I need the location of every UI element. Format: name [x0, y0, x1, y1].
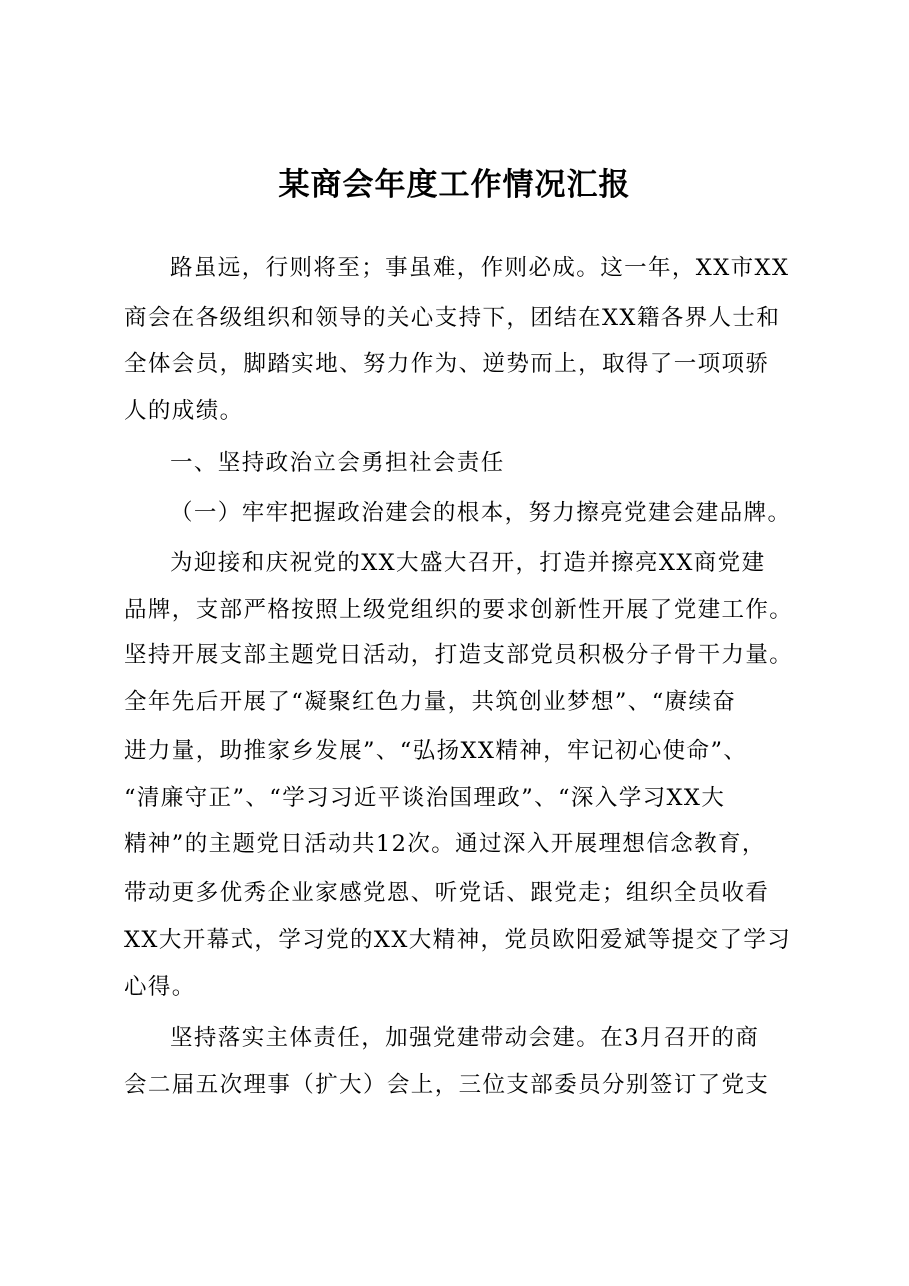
- paragraph-line: 精神”的主题党日活动共12次。通过深入开展理想信念教育，: [124, 831, 766, 857]
- paragraph-line: 为迎接和庆祝党的XX大盛大召开，打造并擦亮XX商党建: [170, 550, 766, 576]
- paragraph-line: 全年先后开展了“凝聚红色力量，共筑创业梦想”、“赓续奋: [124, 689, 737, 715]
- paragraph-line: 坚持开展支部主题党日活动，打造支部党员积极分子骨干力量。: [124, 642, 794, 668]
- paragraph-line: 会二届五次理事（扩大）会上，三位支部委员分别签订了党支: [124, 1072, 770, 1098]
- paragraph-line: XX大开幕式，学习党的XX大精神，党员欧阳爱斌等提交了学习: [124, 927, 792, 953]
- paragraph-line: 人的成绩。: [124, 398, 244, 424]
- document-title: 某商会年度工作情况汇报: [278, 167, 631, 203]
- paragraph-line: 路虽远，行则将至；事虽难，作则必成。这一年，XX市XX: [170, 255, 790, 281]
- paragraph-line: 品牌，支部严格按照上级党组织的要求创新性开展了党建工作。: [124, 597, 794, 623]
- paragraph-line: 商会在各级组织和领导的关心支持下，团结在XX籍各界人士和: [124, 305, 781, 331]
- section-heading: 一、坚持政治立会勇担社会责任: [170, 450, 505, 476]
- paragraph-line: 带动更多优秀企业家感党恩、听党话、跟党走；组织全员收看: [124, 880, 770, 906]
- paragraph-line: 进力量，助推家乡发展”、“弘扬XX精神，牢记初心使命”、: [124, 738, 748, 764]
- paragraph-line: “清廉守正”、“学习习近平谈治国理政”、“深入学习XX大: [124, 785, 726, 811]
- paragraph-line: 坚持落实主体责任，加强党建带动会建。在3月召开的商: [170, 1025, 760, 1051]
- paragraph-line: 全体会员，脚踏实地、努力作为、逆势而上，取得了一项项骄: [124, 351, 770, 377]
- subsection-heading: （一）牢牢把握政治建会的根本，努力擦亮党建会建品牌。: [170, 500, 792, 526]
- paragraph-line: 心得。: [124, 974, 196, 1000]
